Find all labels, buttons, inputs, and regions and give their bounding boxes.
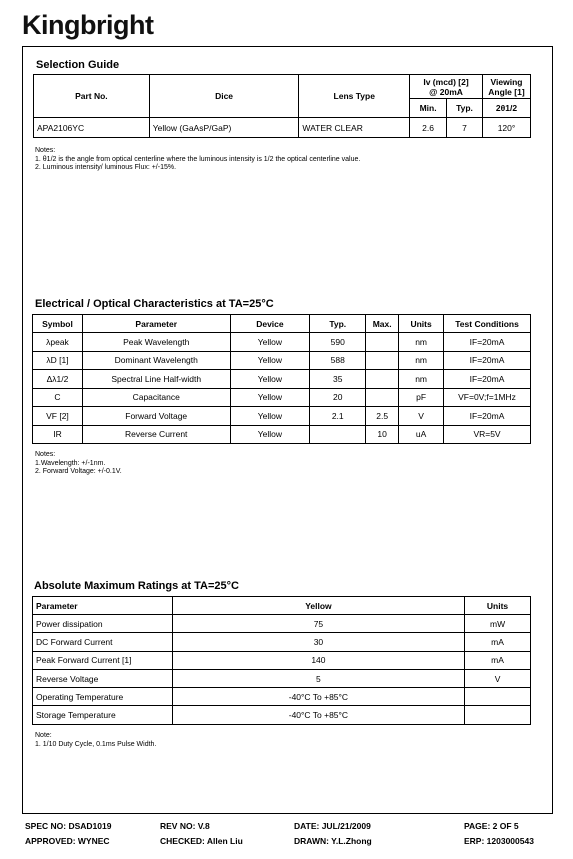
header-units: Units: [399, 315, 444, 333]
cell-units: mA: [465, 651, 531, 669]
table-row: [33, 425, 531, 444]
cell-units: [465, 688, 531, 706]
cell-test-conditions: VF=0V;f=1MHz: [444, 388, 531, 407]
cell-parameter: Power dissipation: [33, 615, 173, 633]
date: DATE: JUL/21/2009: [294, 821, 371, 831]
cell-yellow: 5: [172, 669, 464, 687]
table-row: [33, 651, 531, 669]
table-row: [33, 407, 531, 426]
cell-dice: Yellow (GaAsP/GaP): [149, 118, 299, 138]
cell-units: V: [399, 407, 444, 426]
table-row: [33, 669, 531, 687]
cell-device: Yellow: [230, 351, 310, 370]
header-test-conditions: Test Conditions: [444, 315, 531, 333]
drawn: DRAWN: Y.L.Zhong: [294, 836, 372, 846]
approved: APPROVED: WYNEC: [25, 836, 110, 846]
cell-yellow: 140: [172, 651, 464, 669]
cell-symbol: VF [2]: [33, 407, 83, 426]
cell-test-conditions: IF=20mA: [444, 333, 531, 352]
cell-max: 2.5: [366, 407, 399, 426]
rev-no: REV NO: V.8: [160, 821, 210, 831]
page-number: PAGE: 2 OF 5: [464, 821, 519, 831]
cell-units: nm: [399, 370, 444, 389]
cell-units: uA: [399, 425, 444, 444]
absolute-title: Absolute Maximum Ratings at TA=25°C: [34, 580, 239, 592]
cell-units: pF: [399, 388, 444, 407]
cell-part: APA2106YC: [34, 118, 150, 138]
cell-symbol: λD [1]: [33, 351, 83, 370]
cell-typ: [310, 425, 366, 444]
cell-angle: 120°: [482, 118, 530, 138]
cell-max: [366, 370, 399, 389]
cell-typ: 20: [310, 388, 366, 407]
cell-test-conditions: VR=5V: [444, 425, 531, 444]
cell-symbol: IR: [33, 425, 83, 444]
header-iv-sub: @ 20mA: [429, 86, 463, 97]
header-min: Min.: [410, 99, 447, 118]
cell-typ: 588: [310, 351, 366, 370]
cell-parameter: Peak Forward Current [1]: [33, 651, 173, 669]
cell-device: Yellow: [230, 388, 310, 407]
electrical-table: [32, 314, 531, 444]
table-row: [33, 615, 531, 633]
table-row: [34, 118, 531, 138]
electrical-notes: Notes: 1.Wavelength: +/-1nm. 2. Forward Voltage: +/-0.1V.: [35, 451, 122, 475]
header-lens-type: Lens Type: [299, 75, 410, 118]
cell-parameter: Reverse Current: [82, 425, 230, 444]
header-max: Max.: [366, 315, 399, 333]
cell-typ: 35: [310, 370, 366, 389]
header-iv: [410, 75, 483, 99]
header-symbol: Symbol: [33, 315, 83, 333]
cell-yellow: 30: [172, 633, 464, 651]
header-iv-label: Iv (mcd) [2]: [423, 76, 469, 87]
header-parameter: Parameter: [82, 315, 230, 333]
cell-units: mW: [465, 615, 531, 633]
spec-no: SPEC NO: DSAD1019: [25, 821, 112, 831]
cell-device: Yellow: [230, 425, 310, 444]
header-angle-label: Angle [1]: [488, 86, 525, 97]
electrical-title: Electrical / Optical Characteristics at TA=25°C: [35, 298, 274, 310]
selection-notes: Notes: 1. θ1/2 is the angle from optical centerline where the luminous intensity is 1/2 the optical centerline value. 2. Luminous intensity/ luminous Flux: +/-15%.: [35, 147, 361, 171]
header-part-no: Part No.: [34, 75, 150, 118]
header-viewing-angle: [482, 75, 530, 99]
table-row: [33, 706, 531, 724]
cell-max: [366, 333, 399, 352]
cell-lens: WATER CLEAR: [299, 118, 410, 138]
header-dice: Dice: [149, 75, 299, 118]
cell-units: mA: [465, 633, 531, 651]
header-device: Device: [230, 315, 310, 333]
cell-max: [366, 351, 399, 370]
table-row: [33, 351, 531, 370]
cell-units: nm: [399, 333, 444, 352]
cell-symbol: C: [33, 388, 83, 407]
cell-parameter: Forward Voltage: [82, 407, 230, 426]
cell-parameter: Capacitance: [82, 388, 230, 407]
cell-device: Yellow: [230, 370, 310, 389]
cell-test-conditions: IF=20mA: [444, 407, 531, 426]
cell-typ: 2.1: [310, 407, 366, 426]
cell-parameter: Spectral Line Half-width: [82, 370, 230, 389]
table-row: [33, 333, 531, 352]
absolute-table: [32, 596, 531, 725]
header-typ: Typ.: [447, 99, 483, 118]
table-row: [33, 688, 531, 706]
cell-device: Yellow: [230, 333, 310, 352]
cell-parameter: DC Forward Current: [33, 633, 173, 651]
header-viewing-label: Viewing: [490, 76, 523, 87]
cell-device: Yellow: [230, 407, 310, 426]
table-row: [33, 388, 531, 407]
cell-symbol: Δλ1/2: [33, 370, 83, 389]
cell-yellow: 75: [172, 615, 464, 633]
header-angle: 2θ1/2: [482, 99, 530, 118]
header-parameter: Parameter: [33, 597, 173, 615]
cell-max: 10: [366, 425, 399, 444]
erp-no: ERP: 1203000543: [464, 836, 534, 846]
cell-parameter: Reverse Voltage: [33, 669, 173, 687]
checked: CHECKED: Allen Liu: [160, 836, 243, 846]
cell-units: V: [465, 669, 531, 687]
cell-typ: 7: [447, 118, 483, 138]
header-typ: Typ.: [310, 315, 366, 333]
absolute-notes: Note: 1. 1/10 Duty Cycle, 0.1ms Pulse Width.: [35, 732, 157, 748]
cell-yellow: -40°C To +85°C: [172, 688, 464, 706]
header-yellow: Yellow: [172, 597, 464, 615]
cell-parameter: Peak Wavelength: [82, 333, 230, 352]
cell-symbol: λpeak: [33, 333, 83, 352]
cell-min: 2.6: [410, 118, 447, 138]
cell-units: nm: [399, 351, 444, 370]
table-row: [33, 370, 531, 389]
selection-guide-title: Selection Guide: [36, 59, 120, 71]
selection-guide-table: [33, 74, 531, 138]
header-units: Units: [465, 597, 531, 615]
cell-yellow: -40°C To +85°C: [172, 706, 464, 724]
cell-parameter: Operating Temperature: [33, 688, 173, 706]
table-row: [33, 633, 531, 651]
cell-test-conditions: IF=20mA: [444, 351, 531, 370]
cell-test-conditions: IF=20mA: [444, 370, 531, 389]
cell-parameter: Dominant Wavelength: [82, 351, 230, 370]
cell-typ: 590: [310, 333, 366, 352]
cell-units: [465, 706, 531, 724]
kingbright-logo: Kingbright: [22, 10, 154, 40]
cell-max: [366, 388, 399, 407]
cell-parameter: Storage Temperature: [33, 706, 173, 724]
